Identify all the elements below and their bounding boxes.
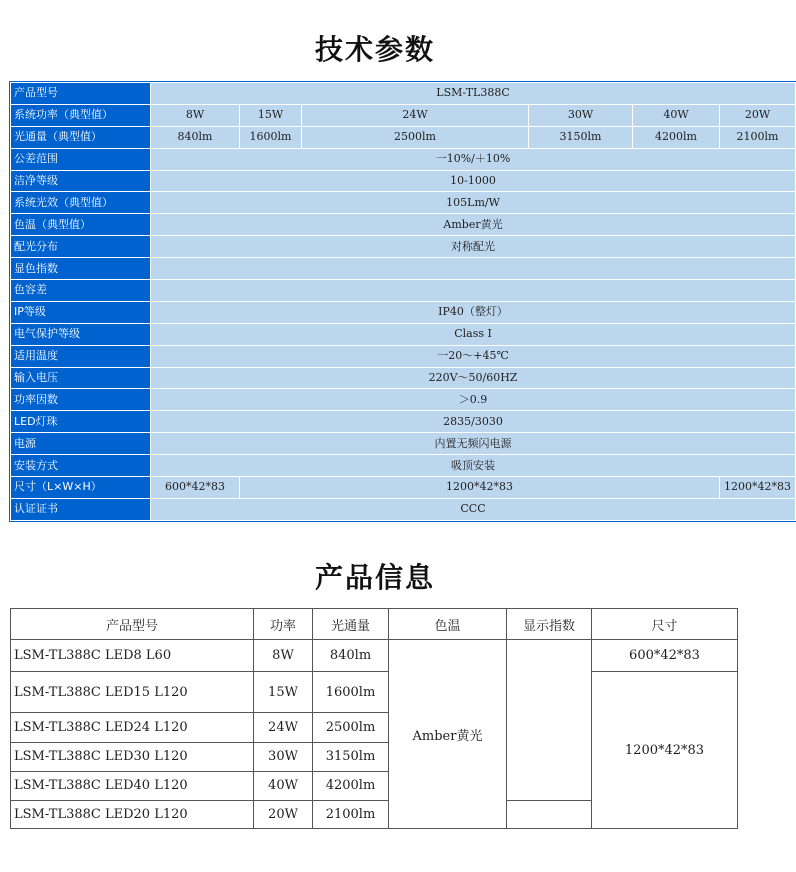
spec-label: 色容差 [11, 280, 151, 302]
spec-value [151, 258, 796, 280]
spec-value: 8W [151, 104, 240, 126]
spec-label: 安装方式 [11, 455, 151, 477]
spec-row-power-factor [11, 389, 796, 411]
spec-value: IP40（整灯） [151, 301, 796, 323]
spec-label: 系统光效（典型值） [11, 192, 151, 214]
model-cell: LSM-TL388C LED20 L120 [11, 800, 254, 828]
spec-row-power [11, 104, 796, 126]
spec-row-cleanliness [11, 170, 796, 192]
spec-value: 105Lm/W [151, 192, 796, 214]
spec-row-led [11, 411, 796, 433]
model-cell: LSM-TL388C LED24 L120 [11, 713, 254, 742]
spec-label: 产品型号 [11, 83, 151, 105]
header-flux: 光通量 [313, 609, 389, 640]
spec-section-title: 技术参数 [314, 33, 435, 66]
spec-label: 配光分布 [11, 236, 151, 258]
cri-cell [507, 800, 592, 828]
spec-label: 尺寸（L×W×H） [11, 477, 151, 499]
spec-row-temperature [11, 345, 796, 367]
spec-value: LSM-TL388C [151, 83, 796, 105]
flux-cell: 4200lm [313, 771, 389, 800]
spec-value: 1200*42*83 [240, 477, 720, 499]
spec-row-driver [11, 433, 796, 455]
spec-row-tolerance [11, 148, 796, 170]
spec-label: 系统功率（典型值） [11, 104, 151, 126]
power-cell: 15W [254, 672, 313, 713]
product-section-title: 产品信息 [314, 561, 435, 594]
flux-cell: 2100lm [313, 800, 389, 828]
spec-label: 洁净等级 [11, 170, 151, 192]
spec-table [10, 82, 796, 521]
spec-row-flux [11, 126, 796, 148]
spec-row-color-temp [11, 214, 796, 236]
table-row [11, 640, 738, 672]
size-cell-small: 600*42*83 [592, 640, 738, 672]
spec-value: Class I [151, 323, 796, 345]
spec-value: CCC [151, 498, 796, 520]
spec-value: 1200*42*83 [720, 477, 796, 499]
spec-label: 光通量（典型值） [11, 126, 151, 148]
power-cell: 20W [254, 800, 313, 828]
spec-row-cri [11, 258, 796, 280]
spec-label: IP等级 [11, 301, 151, 323]
spec-value: 2500lm [302, 126, 529, 148]
spec-value: ＞0.9 [151, 389, 796, 411]
spec-row-efficacy [11, 192, 796, 214]
header-color-temp: 色温 [389, 609, 507, 640]
spec-label: LED灯珠 [11, 411, 151, 433]
spec-value: 10-1000 [151, 170, 796, 192]
model-cell: LSM-TL388C LED15 L120 [11, 672, 254, 713]
power-cell: 8W [254, 640, 313, 672]
header-power: 功率 [254, 609, 313, 640]
spec-value: Amber黄光 [151, 214, 796, 236]
flux-cell: 2500lm [313, 713, 389, 742]
color-temp-cell: Amber黄光 [389, 640, 507, 829]
spec-value: 40W [633, 104, 720, 126]
spec-value: 600*42*83 [151, 477, 240, 499]
spec-row-sdcm [11, 280, 796, 302]
spec-value: 3150lm [529, 126, 633, 148]
model-cell: LSM-TL388C LED40 L120 [11, 771, 254, 800]
spec-value: 一10%/＋10% [151, 148, 796, 170]
spec-row-mounting [11, 455, 796, 477]
spec-row-distribution [11, 236, 796, 258]
size-cell-large: 1200*42*83 [592, 672, 738, 829]
spec-value: 15W [240, 104, 302, 126]
flux-cell: 840lm [313, 640, 389, 672]
flux-cell: 1600lm [313, 672, 389, 713]
spec-value: 2835/3030 [151, 411, 796, 433]
spec-row-protection-class [11, 323, 796, 345]
spec-value: 24W [302, 104, 529, 126]
spec-value: 一20～+45℃ [151, 345, 796, 367]
model-cell: LSM-TL388C LED30 L120 [11, 742, 254, 771]
spec-label: 适用温度 [11, 345, 151, 367]
power-cell: 40W [254, 771, 313, 800]
header-cri: 显示指数 [507, 609, 592, 640]
table-row [11, 672, 738, 713]
spec-value: 内置无频闪电源 [151, 433, 796, 455]
cri-cell [507, 640, 592, 801]
spec-label: 显色指数 [11, 258, 151, 280]
power-cell: 30W [254, 742, 313, 771]
spec-row-size [11, 477, 796, 499]
spec-label: 色温（典型值） [11, 214, 151, 236]
spec-value: 4200lm [633, 126, 720, 148]
spec-value: 30W [529, 104, 633, 126]
spec-label: 公差范围 [11, 148, 151, 170]
spec-row-model [11, 83, 796, 105]
spec-label: 电源 [11, 433, 151, 455]
spec-value: 840lm [151, 126, 240, 148]
spec-value: 20W [720, 104, 796, 126]
spec-row-voltage [11, 367, 796, 389]
spec-value: 1600lm [240, 126, 302, 148]
power-cell: 24W [254, 713, 313, 742]
spec-label: 输入电压 [11, 367, 151, 389]
spec-row-ip [11, 301, 796, 323]
spec-label: 电气保护等级 [11, 323, 151, 345]
spec-value: 吸顶安装 [151, 455, 796, 477]
flux-cell: 3150lm [313, 742, 389, 771]
spec-row-certification [11, 498, 796, 520]
spec-label: 功率因数 [11, 389, 151, 411]
spec-value: 2100lm [720, 126, 796, 148]
header-model: 产品型号 [11, 609, 254, 640]
header-size: 尺寸 [592, 609, 738, 640]
spec-value: 220V～50/60HZ [151, 367, 796, 389]
spec-value: 对称配光 [151, 236, 796, 258]
model-cell: LSM-TL388C LED8 L60 [11, 640, 254, 672]
spec-label: 认证证书 [11, 498, 151, 520]
product-header-row [11, 609, 738, 640]
product-table [10, 608, 738, 829]
spec-value [151, 280, 796, 302]
